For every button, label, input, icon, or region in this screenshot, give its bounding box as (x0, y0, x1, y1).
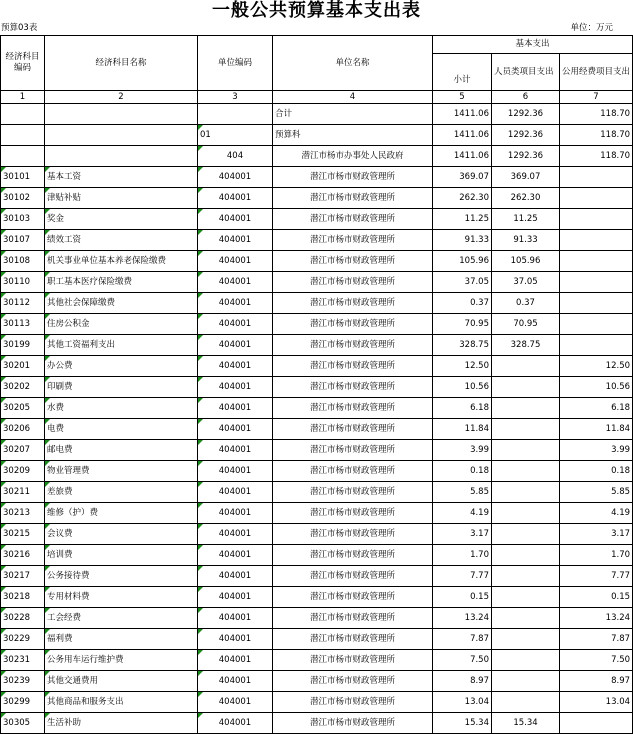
cell-public[interactable] (560, 167, 633, 188)
cell-personnel[interactable] (492, 398, 560, 419)
cell-public[interactable]: 3.99 (560, 440, 633, 461)
cell-code[interactable]: 30206 (1, 419, 45, 440)
cell-personnel[interactable] (492, 587, 560, 608)
cell-unit-name[interactable]: 潜江市杨市财政管理所 (273, 356, 433, 377)
cell-code[interactable]: 30113 (1, 314, 45, 335)
header-basic: 基本支出 (433, 36, 633, 54)
column-number: 6 (492, 91, 560, 104)
cell-unit-name[interactable]: 潜江市杨市财政管理所 (273, 335, 433, 356)
cell-public[interactable]: 4.19 (560, 503, 633, 524)
cell-unit-code[interactable]: 01 (198, 125, 273, 146)
cell-unit-code[interactable]: 404001 (198, 587, 273, 608)
table-row (1, 398, 633, 419)
cell-subtotal[interactable]: 3.17 (433, 524, 492, 545)
column-number: 3 (198, 91, 273, 104)
cell-personnel[interactable] (492, 482, 560, 503)
cell-personnel[interactable]: 1292.36 (492, 125, 560, 146)
cell-subtotal[interactable]: 7.77 (433, 566, 492, 587)
cell-public[interactable]: 0.18 (560, 461, 633, 482)
cell-name[interactable]: 奖金 (45, 209, 198, 230)
cell-code[interactable]: 30213 (1, 503, 45, 524)
cell-unit-name[interactable]: 潜江市杨市财政管理所 (273, 314, 433, 335)
cell-unit-name[interactable]: 潜江市杨市财政管理所 (273, 440, 433, 461)
cell-code[interactable]: 30305 (1, 713, 45, 734)
cell-name[interactable]: 福利费 (45, 629, 198, 650)
cell-public[interactable] (560, 251, 633, 272)
cell-subtotal[interactable]: 6.18 (433, 398, 492, 419)
cell-subtotal[interactable]: 91.33 (433, 230, 492, 251)
cell-subtotal[interactable]: 262.30 (433, 188, 492, 209)
header-unit-code: 单位编码 (198, 36, 273, 91)
table-row (1, 335, 633, 356)
cell-personnel[interactable]: 91.33 (492, 230, 560, 251)
table-row (1, 230, 633, 251)
cell-subtotal[interactable]: 70.95 (433, 314, 492, 335)
table-row (1, 167, 633, 188)
cell-code[interactable]: 30202 (1, 377, 45, 398)
cell-personnel[interactable]: 15.34 (492, 713, 560, 734)
cell-unit-name[interactable]: 潜江市杨市财政管理所 (273, 209, 433, 230)
cell-code[interactable]: 30201 (1, 356, 45, 377)
cell-unit-code[interactable]: 404001 (198, 461, 273, 482)
cell-name[interactable]: 办公费 (45, 356, 198, 377)
cell-unit-name[interactable]: 潜江市杨市财政管理所 (273, 692, 433, 713)
cell-name[interactable]: 印刷费 (45, 377, 198, 398)
cell-subtotal[interactable]: 5.85 (433, 482, 492, 503)
cell-personnel[interactable] (492, 461, 560, 482)
cell-public[interactable]: 1.70 (560, 545, 633, 566)
cell-subtotal[interactable]: 13.04 (433, 692, 492, 713)
cell-code[interactable]: 30102 (1, 188, 45, 209)
cell-name[interactable]: 其他交通费用 (45, 671, 198, 692)
cell-unit-name[interactable]: 潜江市杨市财政管理所 (273, 188, 433, 209)
cell-unit-code[interactable]: 404001 (198, 629, 273, 650)
cell-personnel[interactable]: 1292.36 (492, 146, 560, 167)
column-number-row (1, 91, 633, 104)
table-row (1, 377, 633, 398)
cell-subtotal[interactable]: 1.70 (433, 545, 492, 566)
table-row (1, 503, 633, 524)
cell-public[interactable]: 7.50 (560, 650, 633, 671)
cell-name[interactable]: 住房公积金 (45, 314, 198, 335)
table-row (1, 587, 633, 608)
table-row (1, 209, 633, 230)
cell-subtotal[interactable]: 1411.06 (433, 146, 492, 167)
cell-unit-name[interactable]: 合计 (273, 104, 433, 125)
column-number: 1 (1, 91, 45, 104)
table-row (1, 566, 633, 587)
table-row (1, 293, 633, 314)
cell-unit-code[interactable]: 404001 (198, 167, 273, 188)
cell-unit-code[interactable]: 404001 (198, 377, 273, 398)
cell-unit-code[interactable]: 404001 (198, 188, 273, 209)
cell-unit-name[interactable]: 潜江市杨市财政管理所 (273, 230, 433, 251)
cell-public[interactable]: 7.87 (560, 629, 633, 650)
cell-unit-code[interactable]: 404001 (198, 713, 273, 734)
cell-name[interactable]: 会议费 (45, 524, 198, 545)
cell-unit-name[interactable]: 潜江市杨市财政管理所 (273, 377, 433, 398)
cell-personnel[interactable]: 0.37 (492, 293, 560, 314)
cell-personnel[interactable] (492, 545, 560, 566)
cell-code[interactable]: 30211 (1, 482, 45, 503)
cell-public[interactable]: 10.56 (560, 377, 633, 398)
cell-subtotal[interactable]: 0.37 (433, 293, 492, 314)
cell-unit-name[interactable]: 潜江市杨市财政管理所 (273, 650, 433, 671)
cell-subtotal[interactable]: 328.75 (433, 335, 492, 356)
table-row (1, 419, 633, 440)
cell-unit-code[interactable]: 404001 (198, 692, 273, 713)
column-number: 2 (45, 91, 198, 104)
cell-public[interactable]: 11.84 (560, 419, 633, 440)
cell-public[interactable]: 118.70 (560, 146, 633, 167)
cell-public[interactable]: 13.24 (560, 608, 633, 629)
cell-unit-name[interactable]: 潜江市杨市财政管理所 (273, 524, 433, 545)
cell-unit-name[interactable]: 潜江市杨市财政管理所 (273, 293, 433, 314)
cell-personnel[interactable]: 328.75 (492, 335, 560, 356)
cell-unit-name[interactable]: 潜江市杨市财政管理所 (273, 545, 433, 566)
table-row (1, 188, 633, 209)
table-row (1, 650, 633, 671)
cell-name[interactable] (45, 104, 198, 125)
cell-name[interactable]: 其他社会保障缴费 (45, 293, 198, 314)
table-row (1, 104, 633, 125)
cell-public[interactable]: 118.70 (560, 104, 633, 125)
table-row (1, 524, 633, 545)
cell-public[interactable]: 118.70 (560, 125, 633, 146)
cell-code[interactable]: 30239 (1, 671, 45, 692)
cell-unit-name[interactable]: 潜江市杨市财政管理所 (273, 629, 433, 650)
cell-subtotal[interactable]: 11.84 (433, 419, 492, 440)
cell-personnel[interactable]: 105.96 (492, 251, 560, 272)
table-row (1, 356, 633, 377)
table-row (1, 251, 633, 272)
column-number: 5 (433, 91, 492, 104)
cell-name[interactable]: 津贴补贴 (45, 188, 198, 209)
cell-unit-code[interactable]: 404001 (198, 545, 273, 566)
cell-personnel[interactable] (492, 503, 560, 524)
cell-code[interactable]: 30231 (1, 650, 45, 671)
cell-unit-name[interactable]: 潜江市杨市财政管理所 (273, 587, 433, 608)
cell-unit-code[interactable]: 404001 (198, 335, 273, 356)
cell-code[interactable]: 30108 (1, 251, 45, 272)
table-row (1, 461, 633, 482)
cell-public[interactable]: 3.17 (560, 524, 633, 545)
cell-name[interactable]: 公务接待费 (45, 566, 198, 587)
cell-unit-name[interactable]: 潜江市杨市财政管理所 (273, 272, 433, 293)
header-row-1 (1, 36, 633, 54)
cell-public[interactable] (560, 272, 633, 293)
cell-public[interactable] (560, 314, 633, 335)
cell-unit-name[interactable]: 预算科 (273, 125, 433, 146)
cell-code[interactable] (1, 125, 45, 146)
cell-personnel[interactable]: 70.95 (492, 314, 560, 335)
table-row (1, 629, 633, 650)
cell-subtotal[interactable]: 15.34 (433, 713, 492, 734)
cell-unit-code[interactable]: 404001 (198, 482, 273, 503)
page-title: 一般公共预算基本支出表 (212, 0, 421, 21)
cell-unit-name[interactable]: 潜江市杨市财政管理所 (273, 398, 433, 419)
cell-name[interactable]: 物业管理费 (45, 461, 198, 482)
cell-personnel[interactable] (492, 419, 560, 440)
cell-unit-code[interactable]: 404001 (198, 566, 273, 587)
cell-unit-code[interactable]: 404001 (198, 293, 273, 314)
table-row (1, 713, 633, 734)
cell-unit-code[interactable]: 404001 (198, 314, 273, 335)
cell-name[interactable]: 机关事业单位基本养老保险缴费 (45, 251, 198, 272)
table-row (1, 482, 633, 503)
header-name: 经济科目名称 (45, 36, 198, 91)
cell-personnel[interactable]: 37.05 (492, 272, 560, 293)
cell-name[interactable]: 绩效工资 (45, 230, 198, 251)
table-row (1, 314, 633, 335)
table-row (1, 146, 633, 167)
cell-subtotal[interactable]: 4.19 (433, 503, 492, 524)
cell-unit-code[interactable]: 404001 (198, 398, 273, 419)
table-row (1, 671, 633, 692)
cell-personnel[interactable] (492, 356, 560, 377)
cell-subtotal[interactable]: 369.07 (433, 167, 492, 188)
header-public: 公用经费项目支出 (560, 54, 633, 91)
cell-subtotal[interactable]: 105.96 (433, 251, 492, 272)
cell-code[interactable]: 30216 (1, 545, 45, 566)
cell-code[interactable]: 30299 (1, 692, 45, 713)
cell-unit-code[interactable]: 404001 (198, 524, 273, 545)
cell-personnel[interactable]: 262.30 (492, 188, 560, 209)
header-code: 经济科目编码 (1, 36, 45, 91)
column-number: 4 (273, 91, 433, 104)
cell-public[interactable] (560, 209, 633, 230)
cell-personnel[interactable] (492, 671, 560, 692)
cell-code[interactable]: 30112 (1, 293, 45, 314)
table-tag: 预算03表 (1, 23, 38, 33)
cell-name[interactable]: 其他商品和服务支出 (45, 692, 198, 713)
cell-code[interactable]: 30229 (1, 629, 45, 650)
cell-public[interactable] (560, 713, 633, 734)
cell-unit-code[interactable] (198, 104, 273, 125)
cell-code[interactable]: 30110 (1, 272, 45, 293)
cell-code[interactable]: 30228 (1, 608, 45, 629)
cell-subtotal[interactable]: 37.05 (433, 272, 492, 293)
cell-public[interactable] (560, 188, 633, 209)
cell-code[interactable]: 30207 (1, 440, 45, 461)
cell-unit-code[interactable]: 404001 (198, 608, 273, 629)
cell-code[interactable]: 30199 (1, 335, 45, 356)
cell-unit-code[interactable]: 404001 (198, 251, 273, 272)
cell-subtotal[interactable]: 3.99 (433, 440, 492, 461)
cell-name[interactable]: 邮电费 (45, 440, 198, 461)
cell-subtotal[interactable]: 7.50 (433, 650, 492, 671)
cell-unit-name[interactable]: 潜江市杨市财政管理所 (273, 461, 433, 482)
cell-subtotal[interactable]: 12.50 (433, 356, 492, 377)
cell-unit-code[interactable]: 404001 (198, 356, 273, 377)
cell-personnel[interactable]: 369.07 (492, 167, 560, 188)
unit-label: 单位：万元 (570, 23, 613, 33)
cell-name[interactable]: 基本工资 (45, 167, 198, 188)
cell-unit-name[interactable]: 潜江市杨市财政管理所 (273, 167, 433, 188)
table-row (1, 125, 633, 146)
cell-name[interactable]: 培训费 (45, 545, 198, 566)
column-number: 7 (560, 91, 633, 104)
cell-name[interactable]: 水费 (45, 398, 198, 419)
cell-unit-name[interactable]: 潜江市杨市财政管理所 (273, 608, 433, 629)
cell-name[interactable]: 工会经费 (45, 608, 198, 629)
table-row (1, 545, 633, 566)
cell-unit-code[interactable]: 404001 (198, 671, 273, 692)
cell-public[interactable]: 6.18 (560, 398, 633, 419)
cell-personnel[interactable] (492, 608, 560, 629)
cell-unit-code[interactable]: 404001 (198, 230, 273, 251)
cell-subtotal[interactable]: 7.87 (433, 629, 492, 650)
cell-personnel[interactable] (492, 440, 560, 461)
cell-unit-name[interactable]: 潜江市杨市财政管理所 (273, 671, 433, 692)
cell-name[interactable] (45, 125, 198, 146)
cell-unit-name[interactable]: 潜江市杨市财政管理所 (273, 503, 433, 524)
cell-subtotal[interactable]: 10.56 (433, 377, 492, 398)
cell-code[interactable]: 30217 (1, 566, 45, 587)
cell-unit-code[interactable]: 404001 (198, 272, 273, 293)
cell-code[interactable] (1, 104, 45, 125)
cell-personnel[interactable]: 11.25 (492, 209, 560, 230)
cell-personnel[interactable]: 1292.36 (492, 104, 560, 125)
cell-code[interactable]: 30209 (1, 461, 45, 482)
cell-code[interactable]: 30107 (1, 230, 45, 251)
cell-code[interactable]: 30205 (1, 398, 45, 419)
cell-name[interactable]: 专用材料费 (45, 587, 198, 608)
cell-personnel[interactable] (492, 566, 560, 587)
cell-unit-code[interactable]: 404001 (198, 503, 273, 524)
cell-public[interactable]: 8.97 (560, 671, 633, 692)
cell-personnel[interactable] (492, 629, 560, 650)
table-row (1, 692, 633, 713)
cell-code[interactable] (1, 146, 45, 167)
cell-personnel[interactable] (492, 524, 560, 545)
cell-unit-name[interactable]: 潜江市杨市财政管理所 (273, 419, 433, 440)
table-row (1, 608, 633, 629)
budget-table (0, 35, 633, 734)
cell-name[interactable]: 电费 (45, 419, 198, 440)
cell-name[interactable]: 维修（护）费 (45, 503, 198, 524)
table-row (1, 272, 633, 293)
cell-code[interactable]: 30218 (1, 587, 45, 608)
cell-unit-name[interactable]: 潜江市杨市财政管理所 (273, 566, 433, 587)
cell-subtotal[interactable]: 0.15 (433, 587, 492, 608)
cell-name[interactable]: 生活补助 (45, 713, 198, 734)
cell-code[interactable]: 30101 (1, 167, 45, 188)
header-personnel: 人员类项目支出 (492, 54, 560, 91)
cell-public[interactable] (560, 230, 633, 251)
cell-personnel[interactable] (492, 692, 560, 713)
cell-personnel[interactable] (492, 377, 560, 398)
cell-code[interactable]: 30103 (1, 209, 45, 230)
cell-public[interactable]: 5.85 (560, 482, 633, 503)
cell-unit-code[interactable]: 404001 (198, 440, 273, 461)
cell-public[interactable] (560, 335, 633, 356)
cell-unit-name[interactable]: 潜江市杨市财政管理所 (273, 251, 433, 272)
cell-unit-code[interactable]: 404 (198, 146, 273, 167)
cell-unit-code[interactable]: 404001 (198, 419, 273, 440)
cell-public[interactable] (560, 293, 633, 314)
table-row (1, 440, 633, 461)
cell-unit-name[interactable]: 潜江市杨市办事处人民政府 (273, 146, 433, 167)
cell-subtotal[interactable]: 0.18 (433, 461, 492, 482)
cell-subtotal[interactable]: 11.25 (433, 209, 492, 230)
cell-subtotal[interactable]: 13.24 (433, 608, 492, 629)
cell-subtotal[interactable]: 1411.06 (433, 104, 492, 125)
cell-name[interactable]: 职工基本医疗保险缴费 (45, 272, 198, 293)
cell-unit-code[interactable]: 404001 (198, 209, 273, 230)
cell-subtotal[interactable]: 1411.06 (433, 125, 492, 146)
cell-personnel[interactable] (492, 650, 560, 671)
cell-unit-code[interactable]: 404001 (198, 650, 273, 671)
cell-public[interactable]: 0.15 (560, 587, 633, 608)
header-unit-name: 单位名称 (273, 36, 433, 91)
cell-code[interactable]: 30215 (1, 524, 45, 545)
cell-name[interactable]: 公务用车运行维护费 (45, 650, 198, 671)
cell-subtotal[interactable]: 8.97 (433, 671, 492, 692)
cell-public[interactable]: 7.77 (560, 566, 633, 587)
cell-name[interactable]: 其他工资福利支出 (45, 335, 198, 356)
cell-unit-name[interactable]: 潜江市杨市财政管理所 (273, 482, 433, 503)
cell-name[interactable]: 差旅费 (45, 482, 198, 503)
header-subtotal: 小计 (433, 54, 492, 91)
cell-public[interactable]: 12.50 (560, 356, 633, 377)
cell-unit-name[interactable]: 潜江市杨市财政管理所 (273, 713, 433, 734)
cell-name[interactable] (45, 146, 198, 167)
cell-public[interactable]: 13.04 (560, 692, 633, 713)
